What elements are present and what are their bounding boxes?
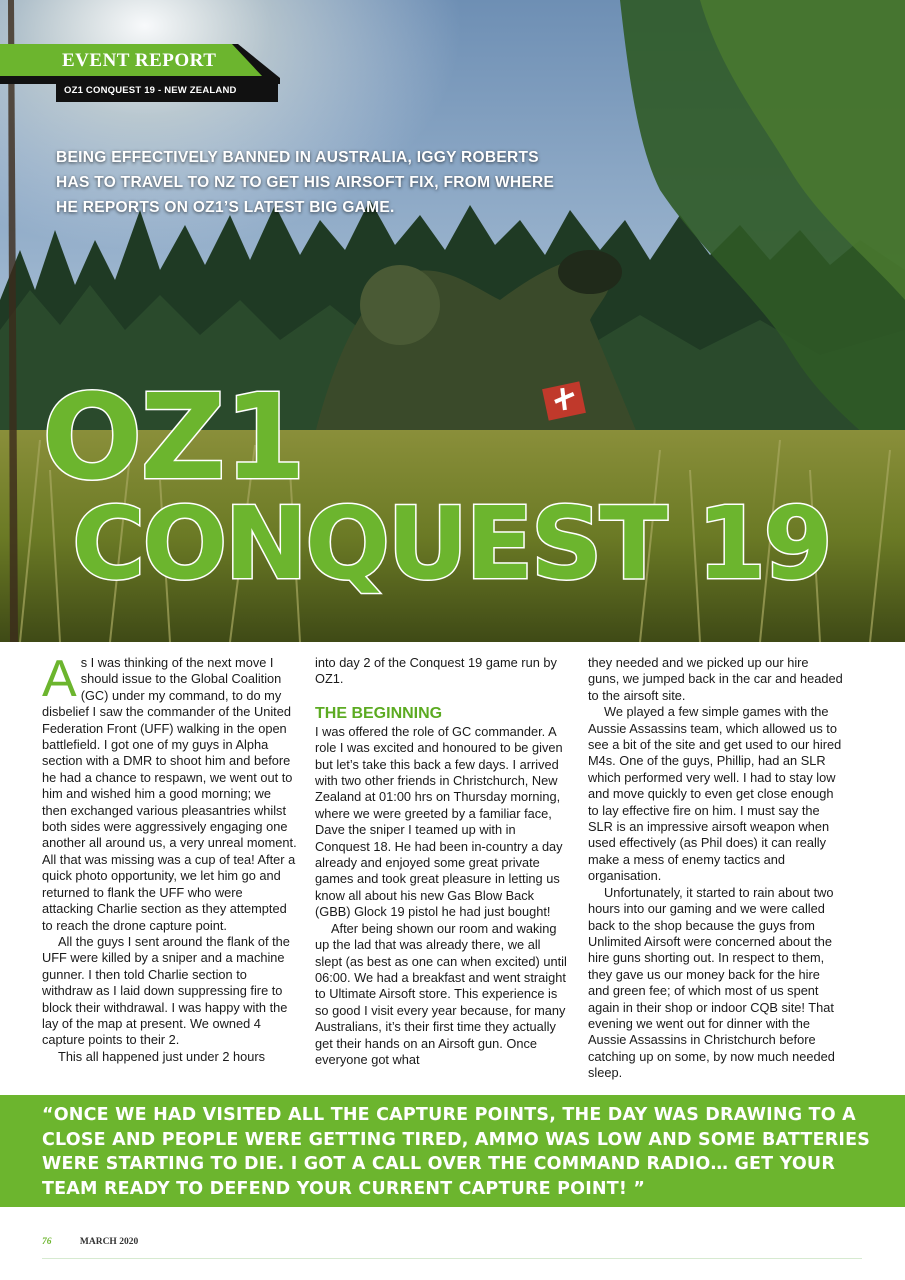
body-paragraph: This all happened just under 2 hours xyxy=(58,1048,266,1064)
body-column-3 xyxy=(588,655,843,1082)
drop-cap: A xyxy=(42,650,77,708)
body-paragraph: I was offered the role of GC commander. A role I was excited and honoured to be given but let’s take this back a few days. I arrived with two other friends in Christchurch, New Zealand at 01:00 hrs on Thursday morning, where we were greeted by a familiar face, Dave the sniper I teamed up with in Conquest 18. He had been in-country a day already and enjoyed some great private games and took great pleasure in letting us know all about his new Gas Blow Back (GBB) Glock 19 pistol he had just bought! xyxy=(315,723,563,920)
body-paragraph: Unfortunately, it started to rain about two hours into our gaming and we were called back to the shop because the guys from Unlimited Airsoft were concerned about the hire guns shorting out. In respect to them, they gave us our money back for the hire and green fee; of which most of us spent again in their shop or indoor CQB site! That evening we went out for dinner with the Aussie Assassins in Christchurch before catching up on some, by now much needed sleep. xyxy=(588,884,835,1081)
body-paragraph xyxy=(42,650,297,934)
section-tab xyxy=(0,44,262,78)
standfirst: BEING EFFECTIVELY BANNED IN AUSTRALIA, IGGY ROBERTS HAS TO TRAVEL TO NZ TO GET HIS AIRSOFT FIX, FROM WHERE HE REPORTS ON OZ1’S LATEST BIG GAME. xyxy=(56,149,555,216)
pull-quote: “ONCE WE HAD VISITED ALL THE CAPTURE POINTS, THE DAY WAS DRAWING TO A CLOSE AND PEOPLE WERE GETTING TIRED, AMMO WAS LOW AND SOME BATTERIES WERE STARTING TO DIE. I GOT A CALL OVER THE COMMAND RADIO… GET YOUR TEAM READY TO DEFEND YOUR CURRENT CAPTURE POINT! ” xyxy=(42,1105,871,1199)
body-paragraph: We played a few simple games with the Aussie Assassins team, which allowed us to see a bit of the site and get used to our hired M4s. One of the guys, Phillip, had an SLR which performed very well. I had to stay low and move quickly to even get close enough to lay effective fire on him. I must say the SLR is an impressive airsoft weapon when used effectively (as Phil does) it can really make a mess of enemy tactics and organisation. xyxy=(588,704,842,884)
section-label: EVENT REPORT xyxy=(62,50,217,71)
page-number: 76 xyxy=(42,1237,52,1247)
headline xyxy=(42,368,882,602)
body-paragraph-text: s I was thinking of the next move I should issue to the Global Coalition (GC) under my command, to do my disbelief I saw the commander of the United Federation Front (UFF) walking in the open battlefield. I got one of my guys in Alpha section with a DMR to shoot him and before he had a chance to respawn, we went out to him and wished him a good morning; we then exchanged various pleasantries whilst both sides were aggressively engaging one another all around us, a very unreal moment. All that was missing was a cup of tea! After a quick photo opportunity, we let him go and returned to flank the UFF who were attacking Charlie section as they attempted to reach the drone capture point. xyxy=(42,655,297,933)
headline-line-1: OZ1 xyxy=(42,368,304,506)
issue-date: MARCH 2020 xyxy=(79,1237,139,1247)
body-paragraph-continued: into day 2 of the Conquest 19 game run by OZ1. xyxy=(315,655,557,687)
body-paragraph: After being shown our room and waking up the lad that was already there, we all slept (as best as one can when excited) until 06:00. We had a breakfast and went straight to Ultimate Airsoft store. This experience is so good I visit every year because, for many Australians, it’s their first time they actually get their hands on an Airsoft gun. Once everyone got what xyxy=(315,920,567,1067)
section-subtitle-bar xyxy=(56,80,278,102)
page-footer xyxy=(42,1237,138,1247)
subheading: THE BEGINNING xyxy=(315,704,443,722)
body-column-2 xyxy=(315,655,570,1068)
footer-divider xyxy=(42,1258,862,1259)
body-column-1 xyxy=(42,650,297,1065)
body-paragraph-continued: they needed and we picked up our hire guns, we jumped back in the car and headed to the airsoft site. xyxy=(588,655,843,703)
pull-quote-band xyxy=(0,1095,905,1207)
section-subtitle: OZ1 CONQUEST 19 - NEW ZEALAND xyxy=(64,85,237,96)
body-paragraph: All the guys I sent around the flank of the UFF were killed by a sniper and a machine gunner. I then told Charlie section to withdraw as I laid down suppressing fire to block their withdrawal. I was happy with the lay of the map at present. We owned 4 capture points to their 2. xyxy=(42,933,290,1048)
headline-line-2: CONQUEST 19 xyxy=(72,485,830,602)
